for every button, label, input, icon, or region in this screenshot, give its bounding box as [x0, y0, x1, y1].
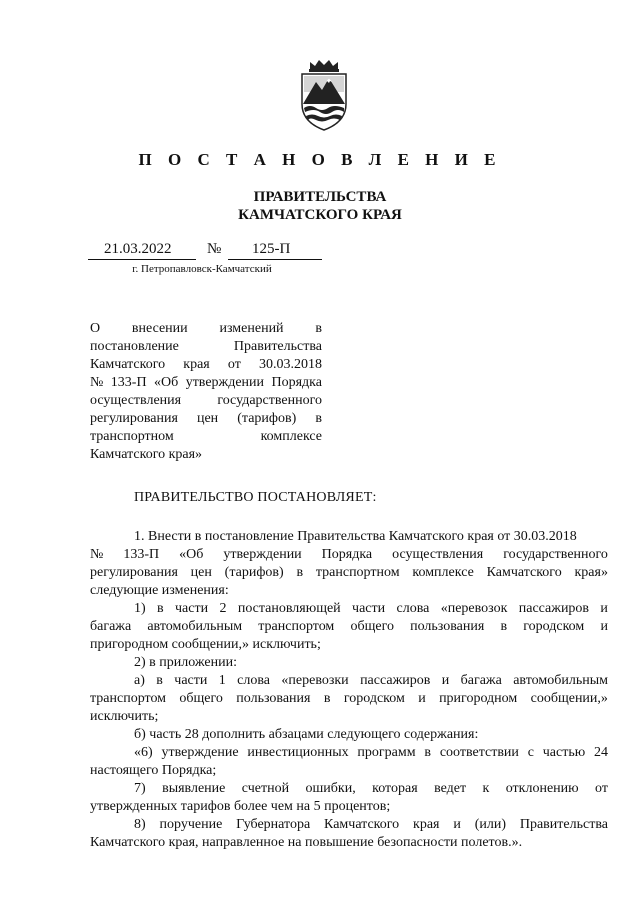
body-line: настоящего Порядка; — [90, 763, 217, 778]
body-line: утвержденных тарифов более чем на 5 процентов; — [90, 799, 391, 814]
subject-word: комплексе — [260, 429, 322, 444]
number-underline — [228, 259, 322, 260]
subject-word: 133-П — [110, 375, 147, 390]
decree-body — [90, 528, 608, 852]
subject-word: цен — [196, 411, 219, 426]
subject-word: 30.03.2018 — [258, 357, 322, 372]
issuing-city: г. Петропавловск-Камчатский — [132, 263, 272, 275]
subject-word: (тарифов) — [237, 411, 297, 426]
subject-line — [90, 338, 322, 356]
subject-line — [90, 374, 322, 392]
subject-word: транспортном — [90, 429, 174, 444]
subject-word: Правительства — [233, 339, 322, 354]
subject-word: «Об — [154, 375, 179, 390]
body-line: пригородном сообщении,» исключить; — [90, 637, 321, 652]
body-line: № 133-П «Об утверждении Порядка осуществления государственного — [90, 547, 608, 562]
subject-word: осуществления — [90, 393, 182, 408]
subject-line — [90, 392, 322, 410]
subject-line — [90, 320, 322, 338]
subject-word: изменений — [219, 321, 284, 336]
subject-line — [90, 410, 322, 428]
resolution-heading: ПРАВИТЕЛЬСТВО ПОСТАНОВЛЯЕТ: — [134, 490, 377, 505]
subject-word: О — [90, 321, 101, 336]
number-sign: № — [207, 241, 222, 257]
subject-word: края — [183, 357, 210, 372]
decree-date: 21.03.2022 — [104, 241, 172, 257]
date-underline — [88, 259, 196, 260]
subject-line — [90, 446, 322, 464]
body-line: регулирования цен (тарифов) в транспортном комплексе Камчатского края» — [90, 565, 608, 580]
subject-word: в — [315, 411, 322, 426]
body-line: а) в части 1 слова «перевозки пассажиров и багажа автомобильным — [134, 673, 608, 688]
government-title-line-1: ПРАВИТЕЛЬСТВА — [253, 189, 387, 205]
body-line: 8) поручение Губернатора Камчатского края и (или) Правительства — [134, 817, 608, 832]
body-line: 1) в части 2 постановляющей части слова «перевозок пассажиров и — [134, 601, 608, 616]
subject-word: Камчатского — [90, 357, 166, 372]
body-line: следующие изменения: — [90, 583, 229, 598]
subject-word: Порядка — [271, 375, 322, 390]
body-line: Камчатского края, направленное на повышение безопасности полетов.». — [90, 835, 523, 850]
body-line: багажа автомобильным транспортом общего пользования в городском и — [90, 619, 608, 634]
government-title-line-2: КАМЧАТСКОГО КРАЯ — [238, 207, 402, 223]
subject-line — [90, 356, 322, 374]
subject-word: Камчатского края» — [90, 447, 203, 462]
decree-subject — [90, 320, 322, 464]
subject-word: государственного — [217, 393, 322, 408]
body-line: б) часть 28 дополнить абзацами следующего содержания: — [134, 727, 479, 742]
body-line: 1. Внести в постановление Правительства Камчатского края от 30.03.2018 — [134, 529, 577, 544]
subject-word: от — [227, 357, 241, 372]
body-line: 2) в приложении: — [134, 655, 237, 670]
body-line: исключить; — [90, 709, 159, 724]
subject-word: постановление — [90, 339, 179, 354]
decree-number: 125-П — [252, 241, 291, 257]
decree-title: П О С Т А Н О В Л Е Н И Е — [138, 150, 502, 169]
body-line: 7) выявление счетной ошибки, которая ведет к отклонению от — [134, 781, 608, 796]
subject-word: внесении — [131, 321, 188, 336]
subject-line — [90, 428, 322, 446]
body-line: транспортом общего пользования в городском и пригородном сообщении,» — [90, 691, 608, 706]
body-line: «6) утверждение инвестиционных программ в соответствии с частью 24 — [134, 745, 608, 760]
subject-word: в — [315, 321, 322, 336]
subject-word: утверждении — [185, 375, 265, 390]
subject-word: регулирования — [90, 411, 178, 426]
subject-word: № — [90, 375, 104, 390]
kamchatka-coat-of-arms-icon — [296, 58, 352, 132]
